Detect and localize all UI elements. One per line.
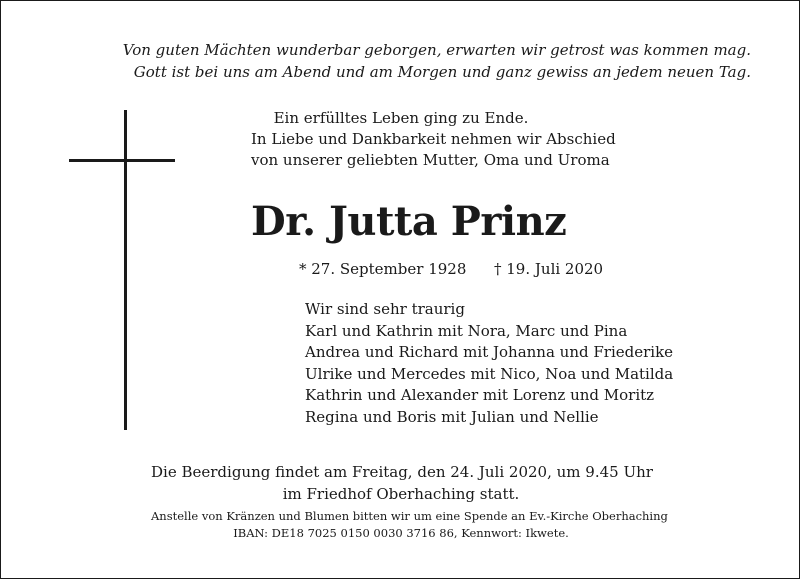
intro-line-2: In Liebe und Dankbarkeit nehmen wir Abschied xyxy=(251,130,616,148)
mourners-list xyxy=(305,299,673,428)
life-dates xyxy=(299,259,604,279)
funeral-info xyxy=(151,461,651,505)
mourner-family: Ulrike und Mercedes mit Nico, Noa und Matilda xyxy=(305,364,674,383)
birth-date: * 27. September 1928 xyxy=(299,260,467,278)
intro-text xyxy=(251,108,616,171)
funeral-line-1: Die Beerdigung findet am Freitag, den 24. Juli 2020, um 9.45 Uhr xyxy=(151,463,653,481)
mourners-heading: Wir sind sehr traurig xyxy=(305,300,465,318)
cross-horizontal-bar xyxy=(69,159,175,162)
motto-line-1: Von guten Mächten wunderbar geborgen, erwarten wir getrost was kommen mag. xyxy=(122,41,751,59)
funeral-line-2: im Friedhof Oberhaching statt. xyxy=(282,485,520,503)
mourner-family: Andrea und Richard mit Johanna und Friederike xyxy=(305,343,674,361)
donation-iban: IBAN: DE18 7025 0150 0030 3716 86, Kennwort: Ikwete. xyxy=(233,526,569,540)
donation-line-1: Anstelle von Kränzen und Blumen bitten wir um eine Spende an Ev.-Kirche Oberhaching xyxy=(151,509,668,523)
death-date: † 19. Juli 2020 xyxy=(494,260,604,278)
motto-line-2: Gott ist bei uns am Abend und am Morgen und ganz gewiss an jedem neuen Tag. xyxy=(133,63,751,81)
mourner-family: Kathrin und Alexander mit Lorenz und Moritz xyxy=(305,386,655,404)
donation-info xyxy=(151,508,668,542)
motto-verse xyxy=(1,39,751,83)
intro-line-3: von unserer geliebten Mutter, Oma und Uroma xyxy=(251,151,610,169)
mourner-family: Regina und Boris mit Julian und Nellie xyxy=(305,407,599,426)
cross-vertical-bar xyxy=(124,110,127,430)
mourner-family: Karl und Kathrin mit Nora, Marc und Pina xyxy=(305,321,628,340)
deceased-name: Dr. Jutta Prinz xyxy=(251,198,567,245)
intro-line-1: Ein erfülltes Leben ging zu Ende. xyxy=(273,109,529,127)
